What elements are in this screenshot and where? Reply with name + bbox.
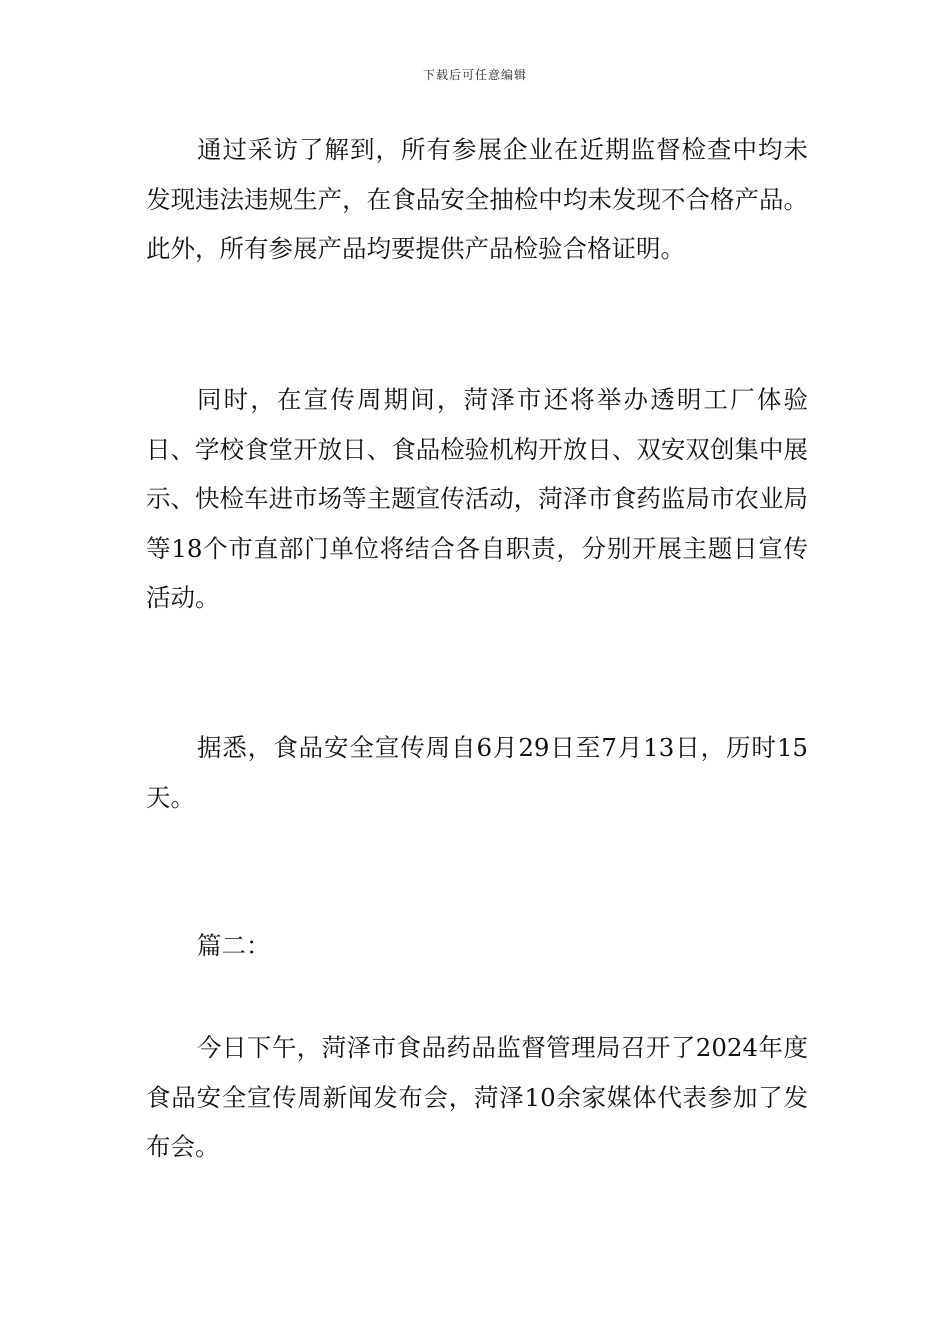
section-heading: 篇二： [197, 931, 271, 960]
header-note: 下载后可任意编辑 [422, 68, 527, 82]
paragraph-promotion-activities: 同时，在宣传周期间，菏泽市还将举办透明工厂体验日、学校食堂开放日、食品检验机构开放日、双安双创集中展示、快检车进市场等主题宣传活动，菏泽市食药监局市农业局等18个市直部门单位将结合各自职责，分别开展主题日宣传活动。 [146, 385, 808, 613]
paragraph-inspection-results: 通过采访了解到，所有参展企业在近期监督检查中均未发现违法违规生产，在食品安全抽检中均未发现不合格产品。此外，所有参展产品均要提供产品检验合格证明。 [146, 135, 808, 264]
paragraph-press-conference: 今日下午，菏泽市食品药品监督管理局召开了2024年度食品安全宣传周新闻发布会，菏泽10余家媒体代表参加了发布会。 [146, 1033, 808, 1162]
paragraph-week-duration: 据悉，食品安全宣传周自6月29日至7月13日，历时15天。 [146, 733, 808, 812]
